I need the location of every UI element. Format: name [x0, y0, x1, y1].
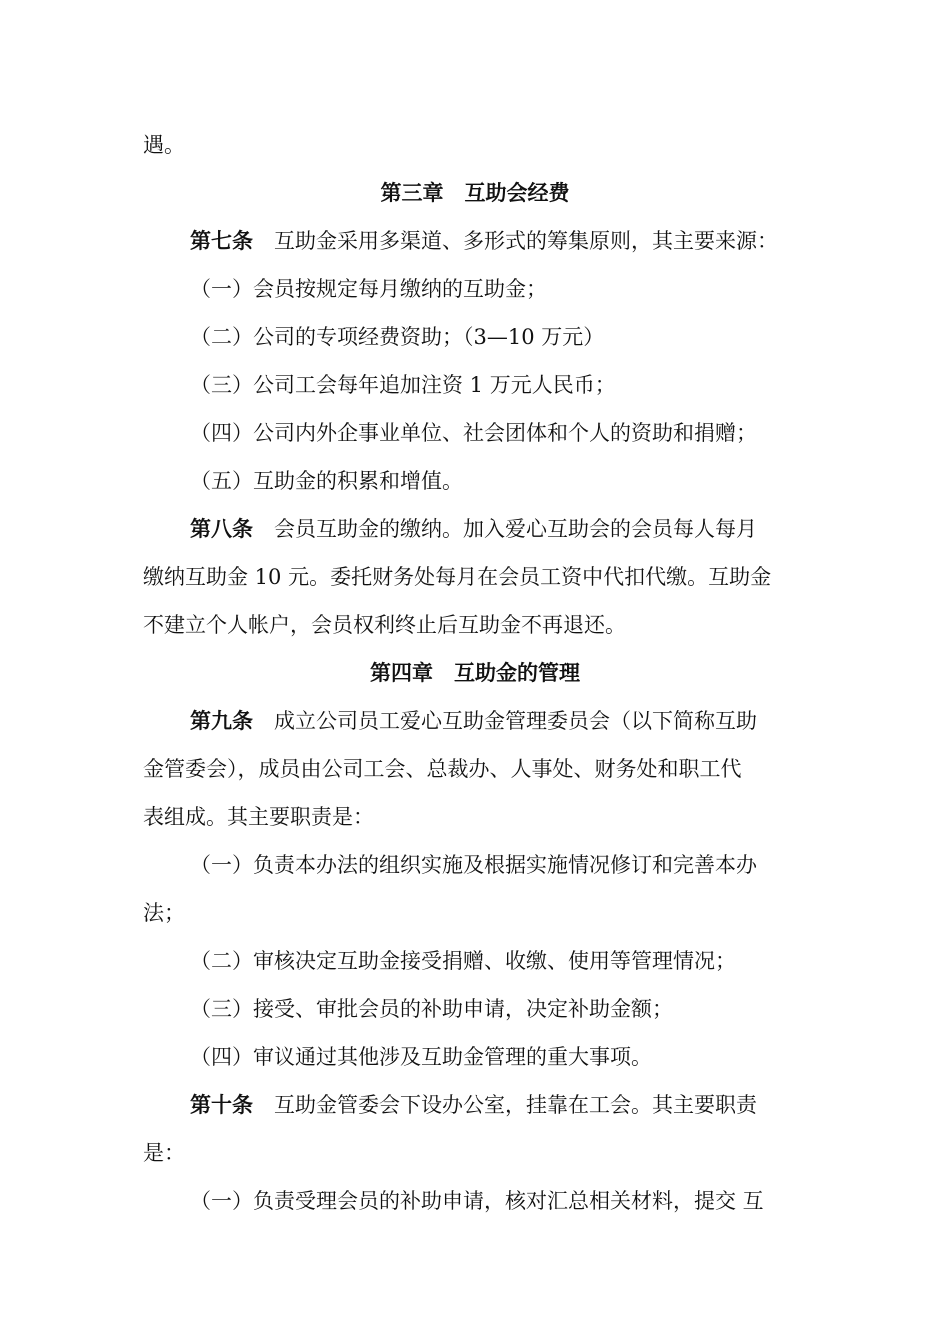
list-item: （二）审核决定互助金接受捐赠、收缴、使用等管理情况；: [190, 949, 736, 973]
article-text: 互助金采用多渠道、多形式的筹集原则，其主要来源：: [253, 229, 778, 253]
chapter-heading: 第四章 互助金的管理: [370, 660, 580, 685]
list-item: （五）互助金的积累和增值。: [190, 469, 463, 493]
list-item: （四）审议通过其他涉及互助金管理的重大事项。: [190, 1045, 652, 1069]
article-text: 互助金管委会下设办公室，挂靠在工会。其主要职责: [253, 1093, 757, 1117]
article-label: 第七条: [190, 228, 253, 253]
article-line: [190, 1090, 870, 1120]
paragraph-line: 表组成。其主要职责是：: [143, 805, 374, 829]
list-item: （一）会员按规定每月缴纳的互助金；: [190, 277, 547, 301]
article-text: 会员互助金的缴纳。加入爱心互助会的会员每人每月: [253, 517, 757, 541]
article-label: 第八条: [190, 516, 253, 541]
paragraph-line: 法；: [143, 901, 185, 925]
list-item: （一）负责本办法的组织实施及根据实施情况修订和完善本办: [190, 853, 757, 877]
paragraph-line: 缴纳互助金 10 元。委托财务处每月在会员工资中代扣代缴。互助金: [143, 565, 772, 589]
article-text: 成立公司员工爱心互助金管理委员会（以下简称互助: [253, 709, 757, 733]
list-item: （一）负责受理会员的补助申请，核对汇总相关材料，提交 互: [190, 1189, 764, 1213]
list-item: （三）公司工会每年追加注资 1 万元人民币；: [190, 373, 616, 397]
article-label: 第九条: [190, 708, 253, 733]
list-item: （三）接受、审批会员的补助申请，决定补助金额；: [190, 997, 673, 1021]
list-item: （四）公司内外企事业单位、社会团体和个人的资助和捐赠；: [190, 421, 757, 445]
paragraph-line: 不建立个人帐户，会员权利终止后互助金不再退还。: [143, 613, 626, 637]
article-line: [190, 226, 870, 256]
paragraph-line: 金管委会），成员由公司工会、总裁办、人事处、财务处和职工代: [143, 757, 742, 781]
paragraph-line: 遇。: [143, 133, 185, 157]
article-label: 第十条: [190, 1092, 253, 1117]
article-line: [190, 706, 870, 736]
list-item: （二）公司的专项经费资助；（3—10 万元）: [190, 325, 605, 349]
article-line: [190, 514, 870, 544]
chapter-heading: 第三章 互助会经费: [380, 180, 570, 205]
paragraph-line: 是：: [143, 1141, 185, 1165]
